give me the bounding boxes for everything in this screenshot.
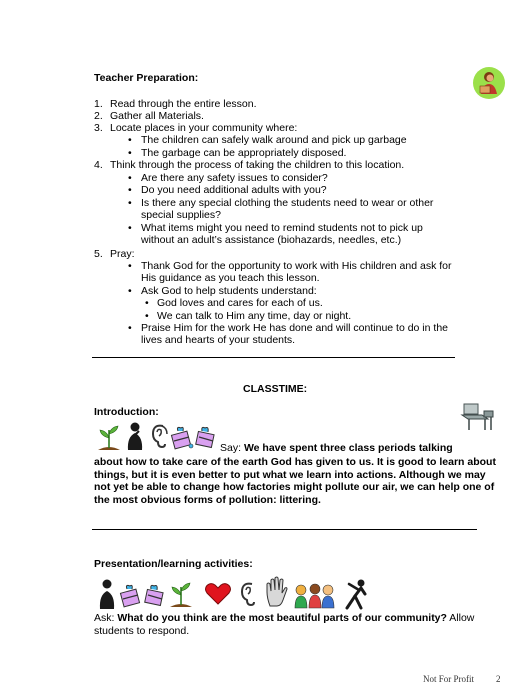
teacher-prep-heading: Teacher Preparation: <box>94 72 199 84</box>
page-number: 2 <box>496 674 501 684</box>
children-group-icon <box>293 582 337 610</box>
bullet-icon: • <box>128 134 132 146</box>
sub-list-item: Thank God for the opportunity to work with His children and ask for <box>141 260 452 272</box>
sub-list-item: The children can safely walk around and pick up garbage <box>141 134 407 146</box>
sub-list-item: Do you need additional adults with you? <box>141 184 327 196</box>
praying-child-icon <box>124 421 146 451</box>
praying-child-icon <box>96 578 118 610</box>
sub-list-item-continued: lives and hearts of your students. <box>141 334 296 346</box>
heart-icon <box>204 582 232 606</box>
gift-icon <box>193 424 217 450</box>
gift-icon <box>119 582 143 608</box>
list-item: Pray: <box>110 248 135 260</box>
bullet-icon: • <box>128 222 132 234</box>
say-line-3: things, but it is even better to put what we learn into actions. Although we may <box>94 469 486 481</box>
ear-icon <box>238 580 258 608</box>
stretching-figure-icon <box>341 578 369 610</box>
sub-sub-list-item: God loves and cares for each of us. <box>157 297 323 309</box>
classroom-desk-icon <box>460 401 496 433</box>
bullet-icon: • <box>128 184 132 196</box>
sub-list-item: Is there any special clothing the students need to wear or other <box>141 197 434 209</box>
gift-icon <box>142 582 166 608</box>
sub-list-item-continued: His guidance as you teach this lesson. <box>141 272 320 284</box>
say-text: We have spent three class periods talking <box>243 442 453 454</box>
say-line-5: the most obvious forms of pollution: littering. <box>94 494 321 506</box>
bullet-icon: • <box>128 172 132 184</box>
sub-list-item: The garbage can be appropriately disposed. <box>141 147 347 159</box>
divider <box>92 529 477 530</box>
bullet-icon: • <box>145 310 149 322</box>
list-item: Read through the entire lesson. <box>110 98 257 110</box>
say-line-4: not yet be able to change how factories might pollute our air, we can help one of <box>94 481 495 493</box>
sub-list-item-continued: special supplies? <box>141 209 221 221</box>
sub-list-item-continued: without an adult’s assistance (biohazards, needles, etc.) <box>141 234 402 246</box>
list-item: Locate places in your community where: <box>110 122 298 134</box>
bullet-icon: • <box>128 260 132 272</box>
bullet-icon: • <box>128 197 132 209</box>
gift-icon <box>170 424 194 450</box>
sub-list-item: What items might you need to remind students not to pick up <box>141 222 423 234</box>
sprout-icon <box>168 579 194 609</box>
bullet-icon: • <box>128 285 132 297</box>
list-number: 2. <box>94 110 103 122</box>
ask-line-2: students to respond. <box>94 625 190 637</box>
bullet-icon: • <box>145 297 149 309</box>
classtime-heading: CLASSTIME: <box>243 383 308 395</box>
list-item: Gather all Materials. <box>110 110 204 122</box>
sprout-icon <box>96 422 122 452</box>
bullet-icon: • <box>128 322 132 334</box>
footer-text: Not For Profit <box>423 674 475 684</box>
list-item: Think through the process of taking the children to this location. <box>110 159 405 171</box>
divider <box>92 357 455 358</box>
hand-icon <box>263 576 289 608</box>
ear-icon <box>149 422 169 450</box>
teacher-clipart-icon <box>472 66 506 100</box>
ask-rest: Allow <box>446 612 475 624</box>
list-number: 5. <box>94 248 103 260</box>
list-number: 1. <box>94 98 103 110</box>
sub-sub-list-item: We can talk to Him any time, day or night. <box>157 310 352 322</box>
sub-list-item: Ask God to help students understand: <box>141 285 317 297</box>
introduction-heading: Introduction: <box>94 406 159 418</box>
ask-line-1 <box>94 612 474 624</box>
sub-list-item: Are there any safety issues to consider? <box>141 172 328 184</box>
list-number: 4. <box>94 159 103 171</box>
ask-question: What do you think are the most beautiful parts of our community? <box>117 612 447 624</box>
bullet-icon: • <box>128 147 132 159</box>
presentation-heading: Presentation/learning activities: <box>94 558 253 570</box>
say-line-2: about how to take care of the earth God has given to us. It is good to learn about <box>94 456 496 468</box>
say-line-1 <box>220 442 453 454</box>
say-prefix: Say: <box>220 442 244 454</box>
sub-list-item: Praise Him for the work He has done and will continue to do in the <box>141 322 448 334</box>
list-number: 3. <box>94 122 103 134</box>
ask-prefix: Ask: <box>94 612 118 624</box>
